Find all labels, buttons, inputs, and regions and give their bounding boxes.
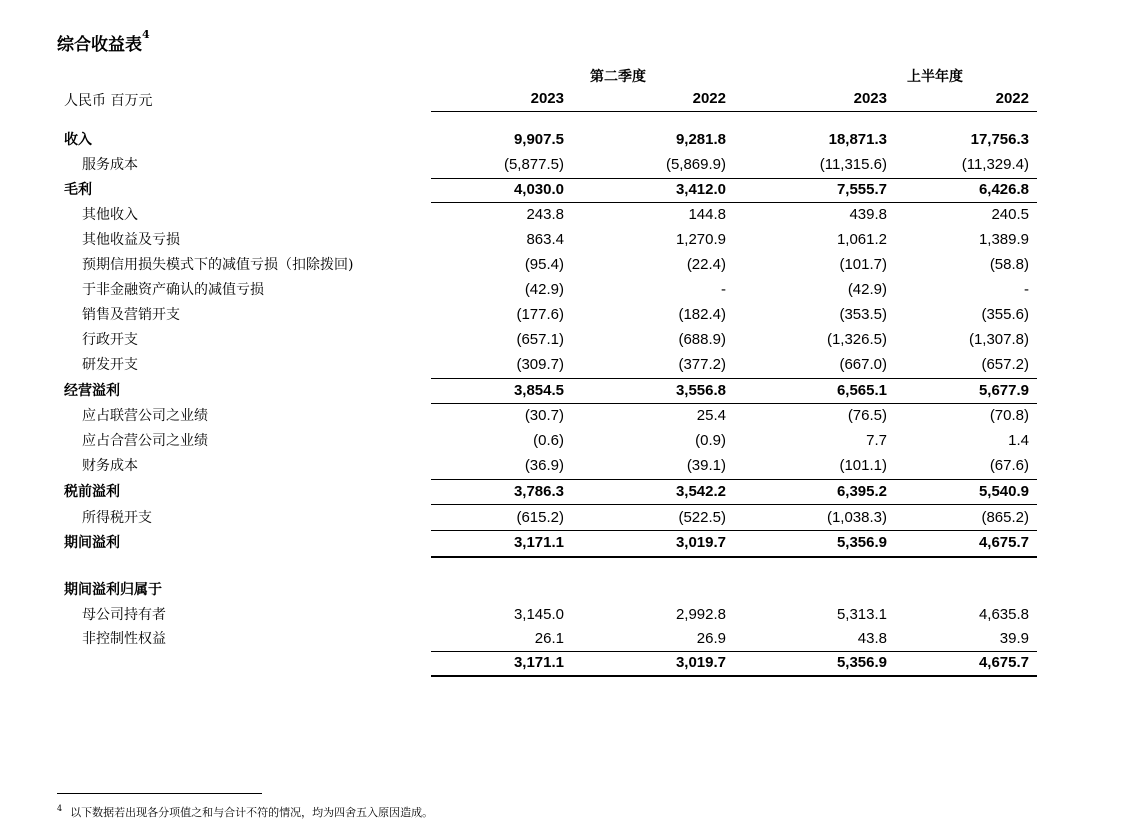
page-title: 综合收益表$^4$ [57,28,150,55]
section-heading-row [0,578,1121,603]
cell: 3,556.8 [675,382,726,399]
row-label: 所得税开支 [82,510,152,526]
table-row [0,627,1121,652]
cell: (667.0) [839,356,887,373]
table-row [0,404,1121,429]
cell: 4,675.7 [978,534,1029,551]
row-label: 应占联营公司之业绩 [82,408,208,424]
cell: 3,854.5 [513,382,564,399]
row-label: 于非金融资产确认的减值亏损 [82,282,264,298]
year-header-2: 2022 [692,90,726,107]
cell: 439.8 [849,206,887,223]
header-q2: 第二季度 [590,69,646,85]
cell: 25.4 [696,407,726,424]
row-label: 服务成本 [82,157,138,173]
row-label: 经营溢利 [64,383,120,399]
table-row [0,253,1121,278]
cell: (377.2) [678,356,726,373]
cell: 240.5 [991,206,1029,223]
subtotal-rule [431,504,1037,505]
total-rule [431,675,1037,677]
table-row [0,328,1121,353]
table-row [0,506,1121,531]
cell: (70.8) [989,407,1029,424]
row-label: 其他收入 [82,207,138,223]
table-row [0,353,1121,378]
year-header-4: 2022 [995,90,1029,107]
cell: (615.2) [516,509,564,526]
footnote-number: 4 [57,804,63,813]
cell: (1,326.5) [826,331,887,348]
row-label: 收入 [64,132,92,148]
cell: (522.5) [678,509,726,526]
cell: 3,019.7 [675,654,726,671]
cell: (101.1) [839,457,887,474]
cell: 26.1 [534,630,564,647]
cell: 7,555.7 [836,181,887,198]
row-label: 税前溢利 [64,484,120,500]
row-label: 其他收益及亏损 [82,232,180,248]
cell: (67.6) [989,457,1029,474]
table-row [0,454,1121,479]
cell: 4,675.7 [978,654,1029,671]
row-label: 销售及营销开支 [82,307,180,323]
cell: 5,677.9 [978,382,1029,399]
table-row [0,228,1121,253]
cell: 1,270.9 [675,231,726,248]
table-row [0,203,1121,228]
table-row [0,531,1121,556]
cell: (36.9) [524,457,564,474]
footnote-marker: 4 [142,28,150,41]
cell: 6,565.1 [836,382,887,399]
cell: 3,019.7 [675,534,726,551]
cell: - [1024,281,1029,298]
cell: (5,877.5) [503,156,564,173]
row-label: 行政开支 [82,332,138,348]
row-label: 应占合营公司之业绩 [82,433,208,449]
total-rule [431,556,1037,558]
cell: 43.8 [857,630,887,647]
cell: (11,329.4) [961,156,1029,173]
cell: 6,426.8 [978,181,1029,198]
cell: 5,313.1 [836,606,887,623]
cell: (177.6) [516,306,564,323]
table-row [0,128,1121,153]
cell: 3,412.0 [675,181,726,198]
footnote-divider [57,793,262,794]
table-row [0,153,1121,178]
cell: 7.7 [866,432,887,449]
cell: (42.9) [847,281,887,298]
cell: (353.5) [839,306,887,323]
cell: (1,307.8) [968,331,1029,348]
table-row [0,480,1121,505]
header-rule [431,111,1037,112]
cell: (0.9) [695,432,726,449]
table-row [0,278,1121,303]
cell: (1,038.3) [826,509,887,526]
year-header-3: 2023 [853,90,887,107]
row-label: 毛利 [64,182,92,198]
cell: (58.8) [989,256,1029,273]
cell: (39.1) [686,457,726,474]
table-row [0,603,1121,628]
year-header-1: 2023 [530,90,564,107]
cell: (76.5) [847,407,887,424]
cell: (95.4) [524,256,564,273]
cell: 17,756.3 [970,131,1029,148]
cell: 4,030.0 [513,181,564,198]
cell: 3,171.1 [513,534,564,551]
row-label: 期间溢利 [64,535,120,551]
header-h1: 上半年度 [907,69,963,85]
cell: (22.4) [686,256,726,273]
cell: 863.4 [526,231,564,248]
table-row [0,178,1121,203]
row-label: 非控制性权益 [82,631,166,647]
cell: 18,871.3 [828,131,887,148]
cell: (355.6) [981,306,1029,323]
row-label: 预期信用损失模式下的减值亏损（扣除拨回) [82,257,354,273]
cell: 6,395.2 [836,483,887,500]
footnote [57,804,433,820]
cell: 5,356.9 [836,534,887,551]
cell: (309.7) [516,356,564,373]
cell: 9,281.8 [675,131,726,148]
cell: 5,540.9 [978,483,1029,500]
cell: (42.9) [524,281,564,298]
cell: 26.9 [696,630,726,647]
cell: 5,356.9 [836,654,887,671]
cell: 1,061.2 [836,231,887,248]
table-row [0,303,1121,328]
footnote-text: 以下数据若出现各分项值之和与合计不符的情况，均为四舍五入原因造成。 [70,806,434,819]
cell: (182.4) [678,306,726,323]
cell: (865.2) [981,509,1029,526]
cell: 243.8 [526,206,564,223]
cell: (101.7) [839,256,887,273]
total-row [0,651,1121,676]
cell: (11,315.6) [819,156,887,173]
row-label: 财务成本 [82,458,138,474]
row-label: 研发开支 [82,357,138,373]
cell: 3,145.0 [513,606,564,623]
cell: 1,389.9 [978,231,1029,248]
cell: (657.2) [981,356,1029,373]
cell: - [721,281,726,298]
currency-unit-label: 人民币 百万元 [64,93,153,109]
cell: 3,786.3 [513,483,564,500]
table-row [0,379,1121,404]
row-label: 母公司持有者 [82,607,166,623]
cell: 4,635.8 [978,606,1029,623]
cell: 9,907.5 [513,131,564,148]
cell: 144.8 [688,206,726,223]
cell: (30.7) [524,407,564,424]
section-heading: 期间溢利归属于 [64,582,162,598]
cell: (0.6) [533,432,564,449]
cell: (688.9) [678,331,726,348]
cell: (5,869.9) [665,156,726,173]
cell: 1.4 [1008,432,1029,449]
cell: 3,542.2 [675,483,726,500]
cell: 3,171.1 [513,654,564,671]
cell: (657.1) [516,331,564,348]
table-row [0,429,1121,454]
cell: 39.9 [999,630,1029,647]
cell: 2,992.8 [675,606,726,623]
